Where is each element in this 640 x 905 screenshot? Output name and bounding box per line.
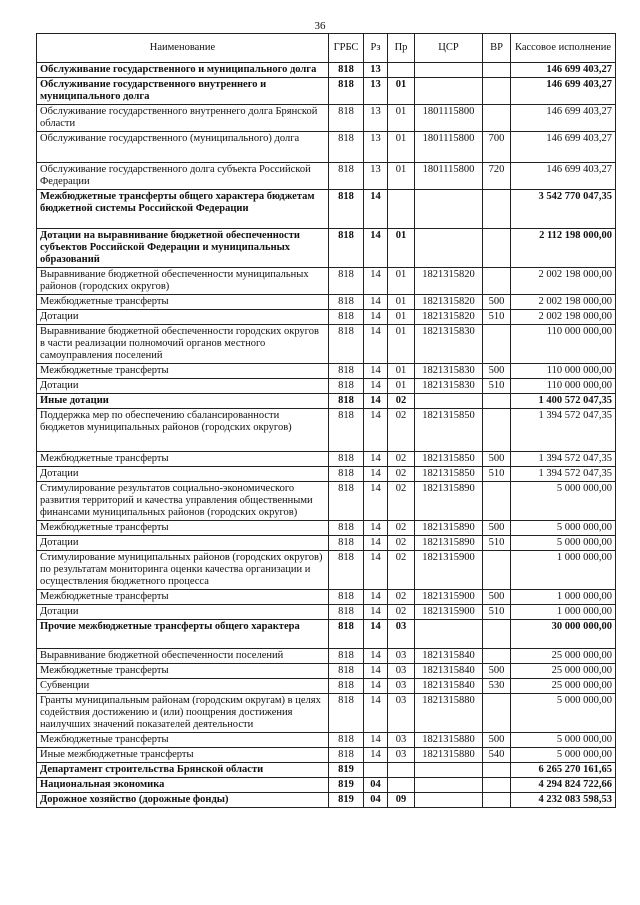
cell-vr: 500 (483, 733, 511, 748)
cell-name: Дотации на выравнивание бюджетной обеспеченности субъектов Российской Федерации и муниципальных образований (37, 229, 329, 268)
cell-rz: 14 (364, 394, 388, 409)
cell-grbs: 818 (329, 748, 364, 763)
cell-pr: 02 (388, 394, 415, 409)
cell-pr: 09 (388, 793, 415, 808)
cell-rz: 14 (364, 295, 388, 310)
cell-vr: 500 (483, 364, 511, 379)
col-header-grbs: ГРБС (329, 34, 364, 63)
cell-vr (483, 793, 511, 808)
cell-rz: 13 (364, 163, 388, 190)
cell-grbs: 818 (329, 664, 364, 679)
cell-pr: 01 (388, 364, 415, 379)
cell-amount: 1 400 572 047,35 (511, 394, 616, 409)
table-row (37, 605, 616, 620)
header-row (37, 34, 616, 63)
cell-amount: 1 000 000,00 (511, 590, 616, 605)
cell-name: Дотации (37, 310, 329, 325)
cell-amount: 146 699 403,27 (511, 105, 616, 132)
cell-name: Выравнивание бюджетной обеспеченности городских округов в части реализации полномочий органов местного самоуправления поселений (37, 325, 329, 364)
cell-grbs: 818 (329, 364, 364, 379)
cell-vr (483, 394, 511, 409)
cell-amount: 6 265 270 161,65 (511, 763, 616, 778)
cell-csr (415, 793, 483, 808)
cell-grbs: 818 (329, 679, 364, 694)
cell-amount: 4 294 824 722,66 (511, 778, 616, 793)
table-row (37, 536, 616, 551)
cell-rz: 14 (364, 452, 388, 467)
cell-pr: 02 (388, 551, 415, 590)
cell-vr: 510 (483, 310, 511, 325)
cell-amount: 5 000 000,00 (511, 733, 616, 748)
cell-pr (388, 763, 415, 778)
cell-name: Субвенции (37, 679, 329, 694)
cell-grbs: 818 (329, 536, 364, 551)
table-row (37, 190, 616, 229)
table-row (37, 733, 616, 748)
cell-pr: 01 (388, 268, 415, 295)
table-row (37, 748, 616, 763)
cell-grbs: 818 (329, 521, 364, 536)
cell-csr (415, 63, 483, 78)
table-row (37, 620, 616, 649)
cell-rz: 13 (364, 78, 388, 105)
cell-vr: 500 (483, 295, 511, 310)
cell-vr: 510 (483, 605, 511, 620)
cell-pr: 02 (388, 521, 415, 536)
cell-vr (483, 190, 511, 229)
cell-rz: 14 (364, 664, 388, 679)
table-row (37, 452, 616, 467)
cell-amount: 25 000 000,00 (511, 649, 616, 664)
cell-amount: 1 394 572 047,35 (511, 409, 616, 452)
cell-pr: 01 (388, 78, 415, 105)
cell-pr: 01 (388, 163, 415, 190)
table-row (37, 649, 616, 664)
cell-csr: 1821315890 (415, 482, 483, 521)
cell-pr: 02 (388, 482, 415, 521)
cell-csr: 1821315880 (415, 733, 483, 748)
cell-csr: 1821315820 (415, 310, 483, 325)
cell-grbs: 818 (329, 605, 364, 620)
cell-rz: 14 (364, 268, 388, 295)
cell-grbs: 818 (329, 190, 364, 229)
cell-amount: 2 002 198 000,00 (511, 295, 616, 310)
cell-csr: 1821315830 (415, 364, 483, 379)
table-row (37, 63, 616, 78)
cell-vr: 500 (483, 590, 511, 605)
cell-grbs: 818 (329, 467, 364, 482)
cell-vr: 530 (483, 679, 511, 694)
cell-pr: 03 (388, 748, 415, 763)
cell-rz (364, 763, 388, 778)
cell-name: Обслуживание государственного внутреннего и муниципального долга (37, 78, 329, 105)
cell-pr: 02 (388, 409, 415, 452)
cell-rz: 14 (364, 325, 388, 364)
cell-name: Обслуживание государственного долга субъекта Российской Федерации (37, 163, 329, 190)
cell-csr: 1821315840 (415, 679, 483, 694)
table-row (37, 325, 616, 364)
cell-name: Выравнивание бюджетной обеспеченности поселений (37, 649, 329, 664)
cell-grbs: 818 (329, 649, 364, 664)
table-row (37, 793, 616, 808)
cell-grbs: 819 (329, 763, 364, 778)
cell-amount: 110 000 000,00 (511, 379, 616, 394)
cell-grbs: 818 (329, 394, 364, 409)
cell-amount: 5 000 000,00 (511, 482, 616, 521)
cell-name: Поддержка мер по обеспечению сбалансированности бюджетов муниципальных районов (городских округов) (37, 409, 329, 452)
col-header-vr: ВР (483, 34, 511, 63)
cell-csr: 1821315830 (415, 379, 483, 394)
cell-amount: 1 000 000,00 (511, 605, 616, 620)
cell-rz: 14 (364, 536, 388, 551)
cell-grbs: 818 (329, 409, 364, 452)
cell-csr: 1821315850 (415, 467, 483, 482)
cell-csr: 1821315880 (415, 748, 483, 763)
cell-pr: 01 (388, 105, 415, 132)
cell-rz: 14 (364, 620, 388, 649)
cell-name: Дотации (37, 379, 329, 394)
cell-vr (483, 409, 511, 452)
cell-csr: 1801115800 (415, 163, 483, 190)
cell-csr: 1821315900 (415, 605, 483, 620)
table-row (37, 78, 616, 105)
cell-amount: 4 232 083 598,53 (511, 793, 616, 808)
cell-pr: 01 (388, 379, 415, 394)
cell-name: Межбюджетные трансферты (37, 452, 329, 467)
cell-vr: 540 (483, 748, 511, 763)
cell-grbs: 818 (329, 452, 364, 467)
cell-vr (483, 694, 511, 733)
cell-csr (415, 778, 483, 793)
cell-name: Иные межбюджетные трансферты (37, 748, 329, 763)
cell-grbs: 819 (329, 778, 364, 793)
cell-vr (483, 78, 511, 105)
cell-amount: 146 699 403,27 (511, 63, 616, 78)
cell-grbs: 818 (329, 325, 364, 364)
cell-csr (415, 190, 483, 229)
table-row (37, 482, 616, 521)
cell-rz: 14 (364, 482, 388, 521)
cell-grbs: 818 (329, 482, 364, 521)
cell-name: Межбюджетные трансферты общего характера бюджетам бюджетной системы Российской Федерации (37, 190, 329, 229)
col-header-pr: Пр (388, 34, 415, 63)
cell-rz: 04 (364, 778, 388, 793)
cell-name: Обслуживание государственного (муниципального) долга (37, 132, 329, 163)
col-header-name: Наименование (37, 34, 329, 63)
cell-grbs: 818 (329, 229, 364, 268)
cell-amount: 146 699 403,27 (511, 78, 616, 105)
cell-rz: 14 (364, 551, 388, 590)
cell-rz: 14 (364, 733, 388, 748)
cell-amount: 5 000 000,00 (511, 748, 616, 763)
cell-vr (483, 229, 511, 268)
cell-rz: 14 (364, 467, 388, 482)
cell-amount: 110 000 000,00 (511, 364, 616, 379)
cell-pr (388, 63, 415, 78)
cell-csr: 1821315850 (415, 409, 483, 452)
table-row (37, 590, 616, 605)
cell-name: Обслуживание государственного внутреннего долга Брянской области (37, 105, 329, 132)
cell-csr: 1821315840 (415, 649, 483, 664)
cell-vr (483, 482, 511, 521)
cell-amount: 5 000 000,00 (511, 694, 616, 733)
cell-grbs: 818 (329, 78, 364, 105)
cell-rz: 14 (364, 310, 388, 325)
cell-csr: 1821315890 (415, 536, 483, 551)
cell-rz: 14 (364, 679, 388, 694)
budget-table (36, 33, 616, 808)
cell-name: Дотации (37, 605, 329, 620)
cell-name: Межбюджетные трансферты (37, 295, 329, 310)
cell-name: Национальная экономика (37, 778, 329, 793)
cell-pr: 01 (388, 132, 415, 163)
cell-pr: 02 (388, 467, 415, 482)
cell-pr: 01 (388, 325, 415, 364)
table-row (37, 409, 616, 452)
table-row (37, 364, 616, 379)
cell-grbs: 818 (329, 551, 364, 590)
cell-grbs: 818 (329, 310, 364, 325)
cell-amount: 25 000 000,00 (511, 679, 616, 694)
col-header-rz: Рз (364, 34, 388, 63)
cell-name: Межбюджетные трансферты (37, 590, 329, 605)
cell-rz: 14 (364, 694, 388, 733)
cell-name: Межбюджетные трансферты (37, 521, 329, 536)
cell-csr: 1821315850 (415, 452, 483, 467)
cell-csr: 1801115800 (415, 105, 483, 132)
cell-amount: 2 002 198 000,00 (511, 268, 616, 295)
cell-vr: 500 (483, 664, 511, 679)
cell-grbs: 818 (329, 733, 364, 748)
cell-grbs: 818 (329, 105, 364, 132)
cell-pr: 03 (388, 679, 415, 694)
cell-name: Межбюджетные трансферты (37, 364, 329, 379)
cell-pr: 02 (388, 536, 415, 551)
cell-amount: 3 542 770 047,35 (511, 190, 616, 229)
cell-vr (483, 325, 511, 364)
cell-rz: 13 (364, 105, 388, 132)
cell-amount: 110 000 000,00 (511, 325, 616, 364)
cell-grbs: 818 (329, 694, 364, 733)
table-row (37, 521, 616, 536)
cell-pr: 03 (388, 664, 415, 679)
cell-pr: 03 (388, 620, 415, 649)
cell-grbs: 819 (329, 793, 364, 808)
table-row (37, 268, 616, 295)
cell-vr: 500 (483, 521, 511, 536)
cell-csr: 1821315840 (415, 664, 483, 679)
cell-vr: 700 (483, 132, 511, 163)
cell-pr: 03 (388, 694, 415, 733)
cell-name: Выравнивание бюджетной обеспеченности муниципальных районов (городских округов) (37, 268, 329, 295)
cell-csr: 1821315820 (415, 295, 483, 310)
cell-rz: 14 (364, 190, 388, 229)
cell-amount: 146 699 403,27 (511, 132, 616, 163)
cell-name: Прочие межбюджетные трансферты общего характера (37, 620, 329, 649)
cell-csr: 1821315900 (415, 551, 483, 590)
cell-csr (415, 229, 483, 268)
cell-rz: 14 (364, 605, 388, 620)
cell-name: Гранты муниципальным районам (городским округам) в целях содействия достижению и (или) поощрения достижения наилучших значений показателей деятельности (37, 694, 329, 733)
cell-csr: 1821315830 (415, 325, 483, 364)
cell-csr: 1801115800 (415, 132, 483, 163)
cell-name: Межбюджетные трансферты (37, 733, 329, 748)
cell-pr: 02 (388, 605, 415, 620)
cell-pr: 03 (388, 733, 415, 748)
cell-vr (483, 105, 511, 132)
table-row (37, 379, 616, 394)
cell-amount: 1 000 000,00 (511, 551, 616, 590)
cell-name: Дорожное хозяйство (дорожные фонды) (37, 793, 329, 808)
table-row (37, 229, 616, 268)
cell-csr: 1821315890 (415, 521, 483, 536)
table-row (37, 394, 616, 409)
table-row (37, 664, 616, 679)
cell-grbs: 818 (329, 295, 364, 310)
col-header-amount: Кассовое исполнение (511, 34, 616, 63)
cell-amount: 5 000 000,00 (511, 536, 616, 551)
table-row (37, 763, 616, 778)
cell-vr (483, 63, 511, 78)
cell-grbs: 818 (329, 379, 364, 394)
cell-rz: 14 (364, 229, 388, 268)
cell-name: Стимулирование муниципальных районов (городских округов) по результатам мониторинга оценки качества организации и осуществления бюджетного процесса (37, 551, 329, 590)
cell-vr: 510 (483, 536, 511, 551)
table-row (37, 295, 616, 310)
cell-rz: 14 (364, 409, 388, 452)
cell-rz: 04 (364, 793, 388, 808)
cell-csr: 1821315820 (415, 268, 483, 295)
cell-rz: 14 (364, 364, 388, 379)
cell-pr: 03 (388, 649, 415, 664)
cell-csr: 1821315880 (415, 694, 483, 733)
table-row (37, 679, 616, 694)
cell-vr (483, 649, 511, 664)
cell-pr: 01 (388, 310, 415, 325)
table-row (37, 105, 616, 132)
cell-grbs: 818 (329, 268, 364, 295)
cell-name: Иные дотации (37, 394, 329, 409)
cell-name: Обслуживание государственного и муниципального долга (37, 63, 329, 78)
col-header-csr: ЦСР (415, 34, 483, 63)
cell-grbs: 818 (329, 132, 364, 163)
cell-rz: 14 (364, 748, 388, 763)
table-row (37, 163, 616, 190)
cell-vr (483, 778, 511, 793)
cell-vr (483, 268, 511, 295)
cell-vr (483, 763, 511, 778)
cell-name: Департамент строительства Брянской области (37, 763, 329, 778)
cell-rz: 13 (364, 132, 388, 163)
cell-rz: 14 (364, 649, 388, 664)
cell-vr: 510 (483, 467, 511, 482)
cell-csr (415, 394, 483, 409)
table-row (37, 467, 616, 482)
cell-csr (415, 620, 483, 649)
cell-grbs: 818 (329, 163, 364, 190)
table-row (37, 132, 616, 163)
cell-grbs: 818 (329, 590, 364, 605)
cell-pr: 01 (388, 295, 415, 310)
cell-name: Дотации (37, 467, 329, 482)
cell-grbs: 818 (329, 63, 364, 78)
cell-vr: 510 (483, 379, 511, 394)
cell-name: Межбюджетные трансферты (37, 664, 329, 679)
cell-pr: 02 (388, 590, 415, 605)
cell-rz: 14 (364, 590, 388, 605)
cell-pr (388, 190, 415, 229)
cell-pr: 01 (388, 229, 415, 268)
cell-rz: 14 (364, 379, 388, 394)
cell-pr (388, 778, 415, 793)
table-row (37, 310, 616, 325)
cell-rz: 14 (364, 521, 388, 536)
cell-csr: 1821315900 (415, 590, 483, 605)
cell-vr: 720 (483, 163, 511, 190)
page-number: 36 (314, 20, 326, 32)
table-row (37, 694, 616, 733)
cell-rz: 13 (364, 63, 388, 78)
cell-csr (415, 78, 483, 105)
cell-amount: 146 699 403,27 (511, 163, 616, 190)
cell-amount: 25 000 000,00 (511, 664, 616, 679)
cell-amount: 1 394 572 047,35 (511, 452, 616, 467)
cell-amount: 2 002 198 000,00 (511, 310, 616, 325)
cell-vr (483, 620, 511, 649)
cell-grbs: 818 (329, 620, 364, 649)
cell-csr (415, 763, 483, 778)
cell-amount: 5 000 000,00 (511, 521, 616, 536)
table-row (37, 551, 616, 590)
cell-amount: 30 000 000,00 (511, 620, 616, 649)
cell-name: Дотации (37, 536, 329, 551)
cell-amount: 2 112 198 000,00 (511, 229, 616, 268)
table-row (37, 778, 616, 793)
cell-vr (483, 551, 511, 590)
cell-name: Стимулирование результатов социально-экономического развития территорий и качества управления общественными финансами муниципальных районов (городских округов) (37, 482, 329, 521)
cell-amount: 1 394 572 047,35 (511, 467, 616, 482)
cell-vr: 500 (483, 452, 511, 467)
cell-pr: 02 (388, 452, 415, 467)
